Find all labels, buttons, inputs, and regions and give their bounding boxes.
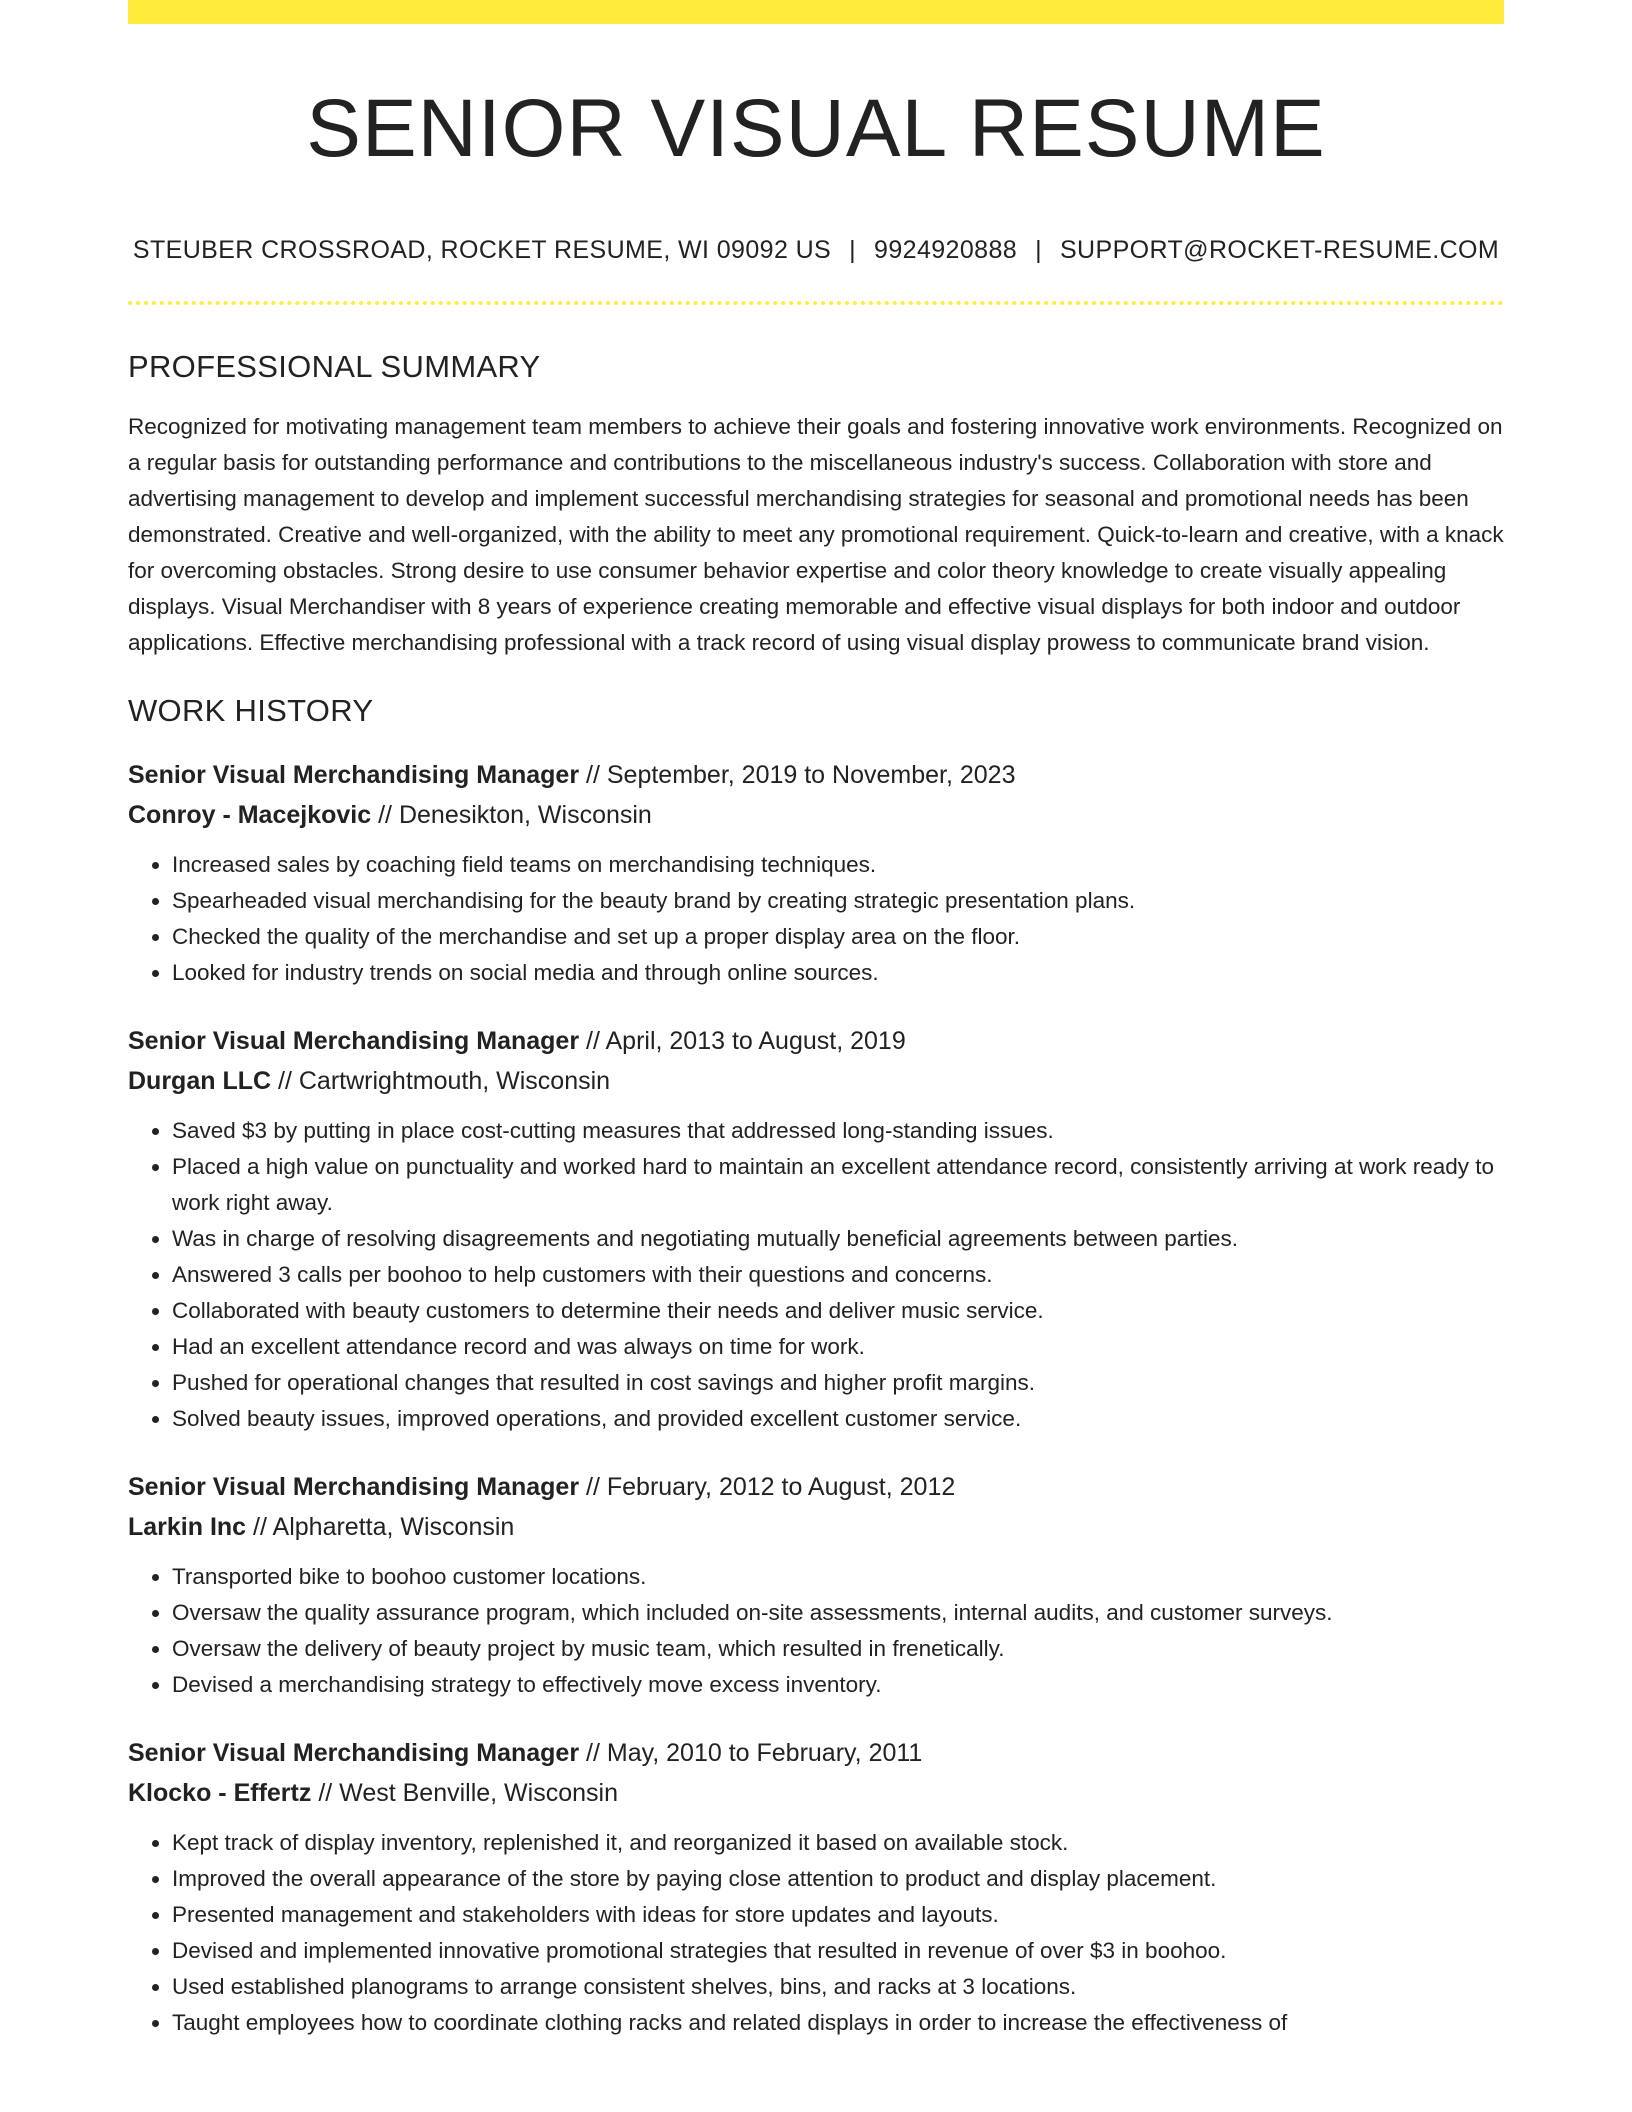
job-dates: May, 2010 to February, 2011 [606, 1739, 923, 1768]
job-bullet: • Saved $3 by putting in place cost-cutting measures that addressed long-standing issues. [172, 1113, 1504, 1149]
contact-separator: | [1035, 236, 1042, 265]
work-history-heading: WORK HISTORY [128, 693, 374, 729]
separator: // [586, 1739, 600, 1768]
job-company-line [128, 795, 1504, 835]
dotted-divider [128, 301, 1504, 305]
job-title: Senior Visual Merchandising Manager [128, 1473, 580, 1502]
job-bullet: • Devised and implemented innovative promotional strategies that resulted in revenue of over $3 in boohoo. [172, 1933, 1504, 1969]
job-title-line [128, 1733, 1504, 1773]
job-bullet: • Pushed for operational changes that resulted in cost savings and higher profit margins. [172, 1365, 1504, 1401]
job-bullet: • Spearheaded visual merchandising for the beauty brand by creating strategic presentation plans. [172, 883, 1504, 919]
job-company: Klocko - Effertz [128, 1779, 312, 1808]
job-location: Cartwrightmouth, Wisconsin [298, 1067, 611, 1096]
job-company-line [128, 1507, 1504, 1547]
job-title-line [128, 1467, 1504, 1507]
resume-title: SENIOR VISUAL RESUME [306, 83, 1326, 174]
job-title: Senior Visual Merchandising Manager [128, 761, 580, 790]
job-bullet: • Answered 3 calls per boohoo to help customers with their questions and concerns. [172, 1257, 1504, 1293]
contact-phone: 9924920888 [874, 236, 1018, 265]
job-entry [128, 1021, 1504, 1437]
separator: // [586, 1027, 600, 1056]
work-history-list [128, 755, 1504, 2041]
separator: // [318, 1779, 333, 1808]
job-bullet: • Presented management and stakeholders with ideas for store updates and layouts. [172, 1897, 1504, 1933]
job-company-line [128, 1773, 1504, 1813]
job-bullet: • Had an excellent attendance record and was always on time for work. [172, 1329, 1504, 1365]
job-company: Conroy - Macejkovic [128, 801, 372, 830]
job-title: Senior Visual Merchandising Manager [128, 1739, 580, 1768]
job-title: Senior Visual Merchandising Manager [128, 1027, 580, 1056]
separator: // [378, 801, 392, 830]
job-location: Alpharetta, Wisconsin [272, 1513, 515, 1542]
separator: // [586, 1473, 600, 1502]
separator: // [278, 1067, 292, 1096]
job-bullets [128, 1113, 1504, 1437]
job-bullets [128, 1559, 1504, 1703]
summary-heading: PROFESSIONAL SUMMARY [128, 349, 541, 385]
contact-address: STEUBER CROSSROAD, ROCKET RESUME, WI 09092 US [132, 236, 832, 265]
separator: // [586, 761, 600, 790]
job-bullets [128, 1825, 1504, 2041]
separator: // [253, 1513, 267, 1542]
job-bullet: • Increased sales by coaching field teams on merchandising techniques. [172, 847, 1504, 883]
job-bullet: • Devised a merchandising strategy to effectively move excess inventory. [172, 1667, 1504, 1703]
job-company: Durgan LLC [128, 1067, 272, 1096]
job-bullet: • Improved the overall appearance of the store by paying close attention to product and display placement. [172, 1861, 1504, 1897]
job-location: West Benville, Wisconsin [339, 1779, 618, 1808]
job-dates: February, 2012 to August, 2012 [606, 1473, 956, 1502]
job-company-line [128, 1061, 1504, 1101]
accent-top-bar [128, 0, 1504, 24]
job-entry [128, 1733, 1504, 2041]
job-bullet: • Collaborated with beauty customers to determine their needs and deliver music service. [172, 1293, 1504, 1329]
job-location: Denesikton, Wisconsin [398, 801, 652, 830]
job-title-line [128, 1021, 1504, 1061]
job-bullet: • Checked the quality of the merchandise and set up a proper display area on the floor. [172, 919, 1504, 955]
job-bullet: • Solved beauty issues, improved operations, and provided excellent customer service. [172, 1401, 1504, 1437]
job-dates: September, 2019 to November, 2023 [606, 761, 1016, 790]
job-bullet: • Taught employees how to coordinate clothing racks and related displays in order to increase the effectiveness of [172, 2005, 1504, 2041]
contact-email[interactable]: SUPPORT@ROCKET-RESUME.COM [1059, 236, 1500, 265]
contact-line [128, 236, 1504, 265]
job-bullet: • Looked for industry trends on social media and through online sources. [172, 955, 1504, 991]
job-title-line [128, 755, 1504, 795]
job-bullet: • Placed a high value on punctuality and worked hard to maintain an excellent attendance record, consistently arriving at work ready to work right away. [172, 1149, 1504, 1221]
job-bullet: • Oversaw the delivery of beauty project by music team, which resulted in frenetically. [172, 1631, 1504, 1667]
job-bullet: • Was in charge of resolving disagreements and negotiating mutually beneficial agreements between parties. [172, 1221, 1504, 1257]
job-company: Larkin Inc [128, 1513, 247, 1542]
job-entry [128, 1467, 1504, 1703]
job-dates: April, 2013 to August, 2019 [605, 1027, 906, 1056]
job-bullet: • Used established planograms to arrange consistent shelves, bins, and racks at 3 locations. [172, 1969, 1504, 2005]
summary-text: Recognized for motivating management team members to achieve their goals and fostering innovative work environments. Recognized on a regular basis for outstanding performance and contributions to the miscellaneous industry's success. Collaboration with store and advertising management to develop and implement successful merchandising strategies for seasonal and promotional needs has been demonstrated. Creative and well-organized, with the ability to meet any promotional requirement. Quick-to-learn and creative, with a knack for overcoming obstacles. Strong desire to use consumer behavior expertise and color theory knowledge to create visually appealing displays. Visual Merchandiser with 8 years of experience creating memorable and effective visual displays for both indoor and outdoor applications. Effective merchandising professional with a track record of using visual display prowess to communicate brand vision. [128, 414, 1504, 656]
contact-separator: | [849, 236, 857, 265]
job-bullet: • Transported bike to boohoo customer locations. [172, 1559, 1504, 1595]
job-bullet: • Kept track of display inventory, replenished it, and reorganized it based on available stock. [172, 1825, 1504, 1861]
job-entry [128, 755, 1504, 991]
job-bullet: • Oversaw the quality assurance program, which included on-site assessments, internal audits, and customer surveys. [172, 1595, 1504, 1631]
job-bullets [128, 847, 1504, 991]
resume-page [128, 0, 1504, 2041]
